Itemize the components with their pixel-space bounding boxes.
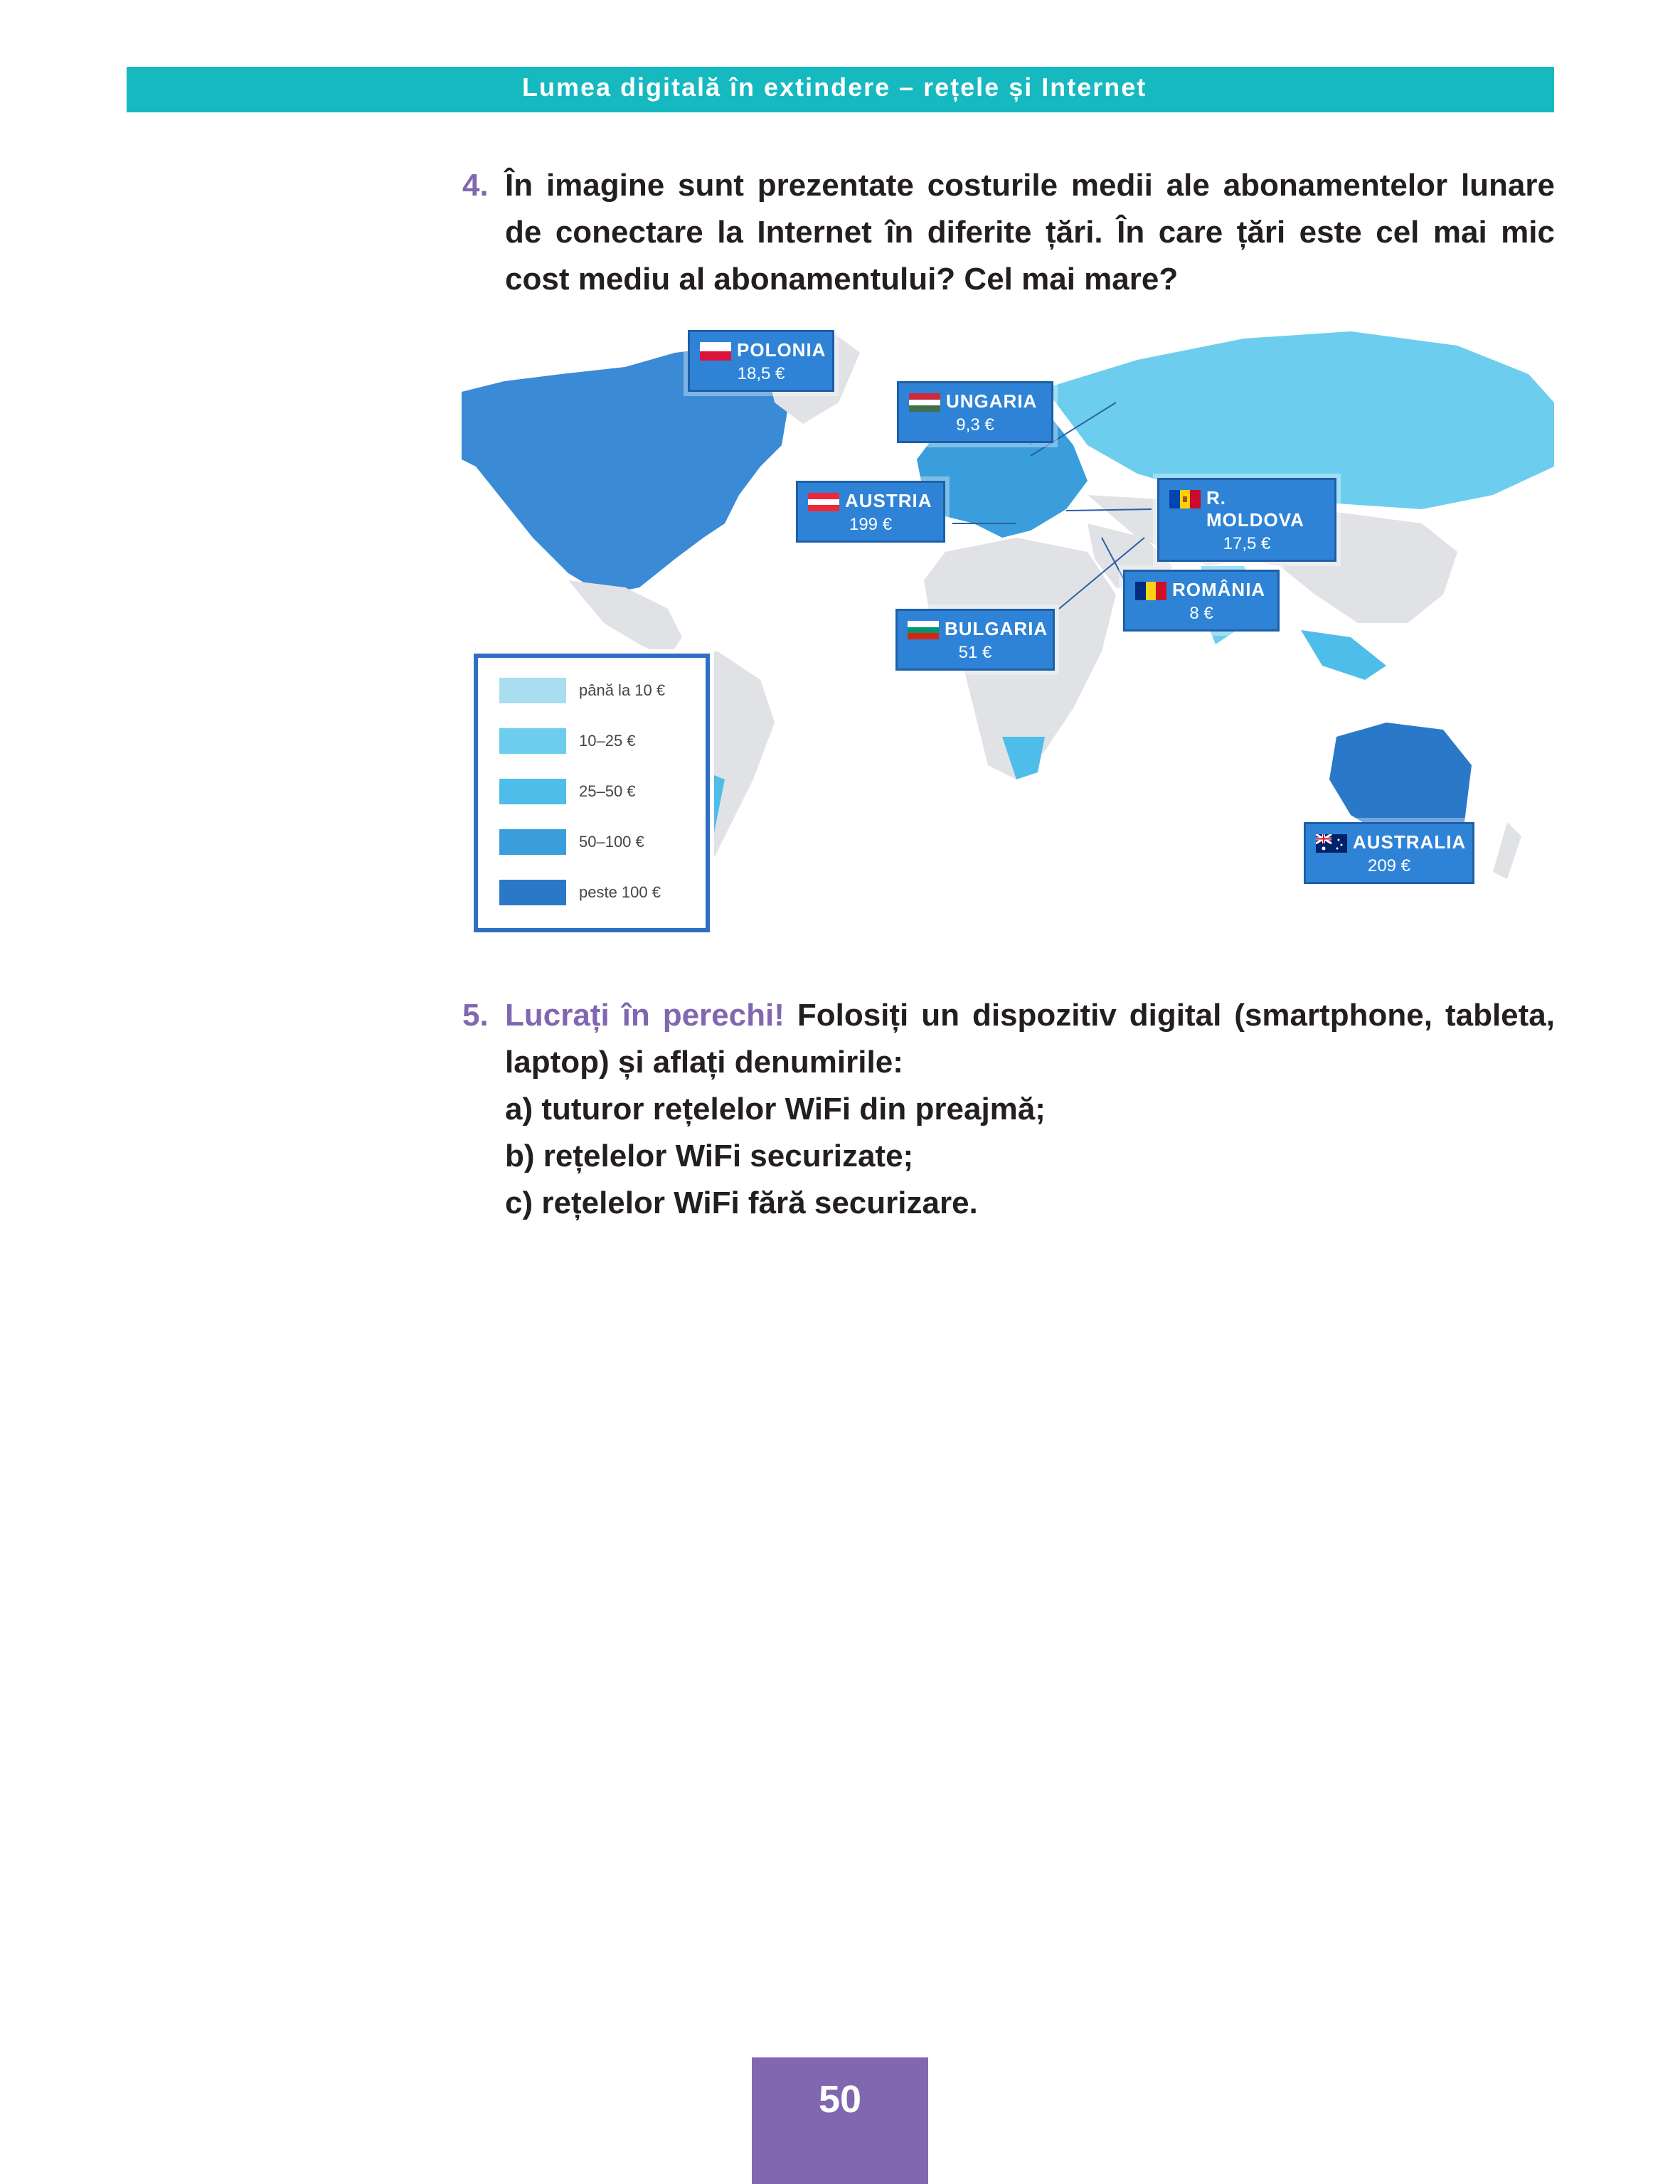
legend-swatch [499, 880, 566, 905]
legend-swatch [499, 728, 566, 754]
austria-flag-icon [808, 493, 839, 511]
central-america-landmass [568, 580, 682, 659]
country-box-austria [796, 481, 945, 543]
new-zealand-landmass [1493, 822, 1521, 879]
country-price: 8 € [1189, 604, 1213, 623]
country-box-australia [1304, 822, 1474, 884]
country-name: POLONIA [737, 339, 826, 361]
exercise-4-number: 4. [462, 168, 489, 203]
hungary-flag-icon [909, 393, 940, 412]
header-title: Lumea digitală în extindere – rețele și Internet [522, 73, 1147, 102]
exercise-5-item-b: b) rețelelor WiFi securizate; [505, 1139, 914, 1173]
country-name: AUSTRIA [845, 490, 932, 511]
moldova-flag-icon [1169, 490, 1201, 508]
legend-item [499, 728, 636, 754]
legend-label: până la 10 € [579, 681, 666, 699]
country-price: 17,5 € [1223, 534, 1271, 553]
southeast-asia-landmass [1301, 630, 1386, 680]
poland-flag-icon [700, 342, 731, 361]
legend-swatch [499, 779, 566, 804]
country-price: 18,5 € [737, 364, 785, 383]
exercise-5-highlight: Lucrați în perechi! [505, 998, 785, 1033]
legend-swatch [499, 829, 566, 855]
country-price: 9,3 € [956, 415, 994, 435]
legend-item [499, 880, 661, 905]
legend-item [499, 779, 636, 804]
legend-swatch [499, 678, 566, 703]
map-legend [474, 654, 710, 932]
legend-label: 25–50 € [579, 782, 636, 800]
bulgaria-flag-icon [908, 621, 939, 639]
country-name: BULGARIA [945, 618, 1048, 639]
country-name: R. MOLDOVA [1206, 487, 1304, 531]
country-price: 199 € [849, 515, 893, 534]
country-price: 209 € [1367, 856, 1411, 875]
exercise-5-item-c: c) rețelelor WiFi fără securizare. [505, 1186, 978, 1220]
legend-label: 10–25 € [579, 732, 636, 750]
country-name: ROMÂNIA [1172, 579, 1266, 600]
country-name: UNGARIA [946, 390, 1038, 412]
page-number-box [752, 2057, 928, 2184]
exercise-5-number: 5. [462, 998, 489, 1033]
exercise-5-item-a: a) tuturor rețelelor WiFi din preajmă; [505, 1092, 1046, 1126]
exercise-4-text: În imagine sunt prezentate costurile medii ale abonamentelor lunare de conectare la Internet în diferite țări. În care țări este cel mai mic cost mediu al abonamentului? Cel mai mare? [505, 168, 1555, 297]
legend-label: 50–100 € [579, 833, 644, 851]
world-map-figure [462, 324, 1554, 943]
country-box-bulgaria [895, 609, 1055, 671]
exercise-4 [462, 162, 1555, 303]
legend-label: peste 100 € [579, 883, 661, 901]
australia-flag-icon [1316, 834, 1347, 853]
romania-flag-icon [1135, 582, 1166, 600]
exercise-5-text [505, 992, 1555, 1086]
legend-item [499, 829, 644, 855]
page-number: 50 [818, 2078, 862, 2121]
country-name: AUSTRALIA [1353, 831, 1467, 853]
country-box-romania [1123, 570, 1280, 632]
country-box-hungary [897, 381, 1053, 443]
exercise-5-body: Folosiți un dispozitiv digital (smartphone, tableta, laptop) și aflați denumirile: [505, 998, 1556, 1080]
country-box-moldova [1157, 478, 1336, 562]
country-box-poland [688, 330, 834, 392]
header-bar [127, 67, 1554, 112]
country-price: 51 € [958, 643, 992, 662]
exercise-5 [462, 992, 1555, 1227]
legend-item [499, 678, 665, 703]
